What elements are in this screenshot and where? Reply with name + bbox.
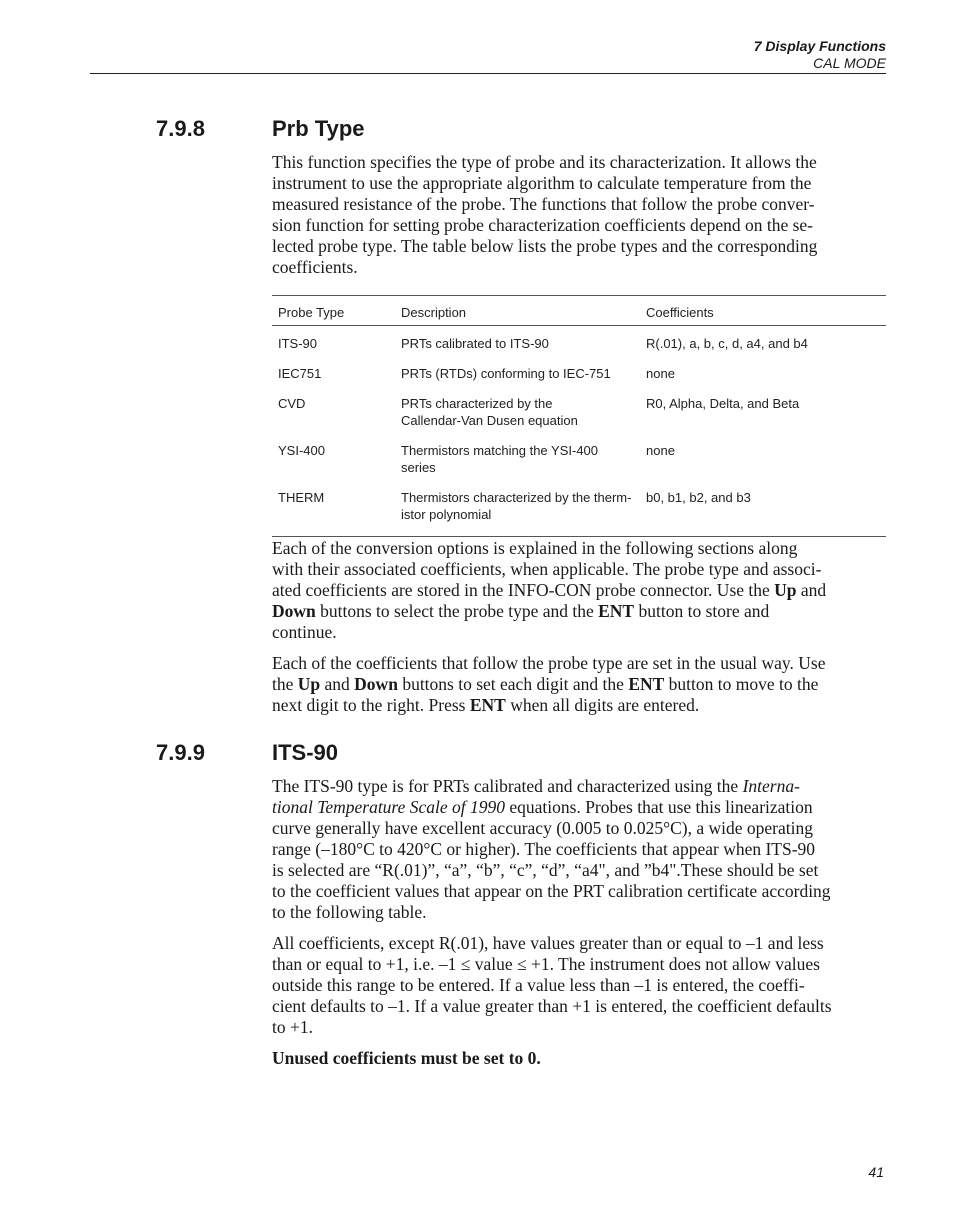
- table-row: [272, 395, 886, 442]
- text-line: continue.: [272, 622, 337, 642]
- section-number: 7.9.9: [156, 740, 205, 765]
- table-row: [272, 489, 886, 537]
- cell-description: [395, 442, 640, 489]
- table-row: [272, 442, 886, 489]
- header-rule: [90, 73, 886, 74]
- text-run: next digit to the right. Press: [272, 695, 470, 715]
- cell-line: istor polynomial: [401, 507, 492, 522]
- text-run: and: [796, 580, 827, 600]
- ent-button-term: ENT: [598, 601, 635, 621]
- cell-description: [395, 489, 640, 537]
- coefficients-paragraph: [272, 653, 887, 716]
- ent-button-term: ENT: [628, 674, 665, 694]
- text-line: ated coefficients are stored in the INFO-CON probe connector. Use the: [272, 580, 775, 600]
- ent-button-term: ENT: [469, 695, 506, 715]
- down-button-term: Down: [272, 601, 316, 621]
- cell-coefficients: R0, Alpha, Delta, and Beta: [646, 396, 800, 411]
- text-run: buttons to select the probe type and the: [315, 601, 599, 621]
- text-line: to the following table.: [272, 902, 427, 922]
- up-button-term: Up: [297, 674, 321, 694]
- text-run: when all digits are entered.: [505, 695, 700, 715]
- cell-description: [395, 365, 640, 395]
- intro-paragraph: [272, 152, 887, 278]
- up-button-term: Up: [774, 580, 797, 600]
- note-text: Unused coefficients must be set to 0.: [272, 1048, 541, 1068]
- text-run: buttons to set each digit and the: [397, 674, 629, 694]
- conversion-options-paragraph: [272, 538, 887, 643]
- cell-line: PRTs calibrated to ITS-90: [401, 336, 549, 351]
- page-number: 41: [868, 1164, 884, 1180]
- text-line: cient defaults to –1. If a value greater than +1 is entered, the coefficient defaults: [272, 996, 832, 1016]
- cell-coefficients: R(.01), a, b, c, d, a4, and b4: [646, 336, 808, 351]
- table-row: [272, 365, 886, 395]
- cell-probe-type: CVD: [278, 396, 306, 411]
- cell-description: [395, 395, 640, 442]
- italic-text: Interna-: [742, 776, 800, 796]
- text-run: button to move to the: [664, 674, 819, 694]
- cell-probe-type: IEC751: [278, 366, 322, 381]
- section-title: ITS-90: [272, 740, 339, 765]
- text-run: equations. Probes that use this linearization: [505, 797, 813, 817]
- prb-type-body: [272, 538, 887, 726]
- table-header-row: [272, 296, 886, 326]
- down-button-term: Down: [354, 674, 398, 694]
- text-line: outside this range to be entered. If a value less than –1 is entered, the coeffi-: [272, 975, 805, 995]
- probe-type-table: [272, 295, 886, 537]
- cell-line: Thermistors matching the YSI-400 series: [401, 443, 599, 475]
- text-line: All coefficients, except R(.01), have values greater than or equal to –1 and less: [272, 933, 824, 953]
- text-line: instrument to use the appropriate algorithm to calculate temperature from the: [272, 173, 812, 193]
- text-line: This function specifies the type of probe and its characterization. It allows the: [272, 152, 817, 172]
- column-header-coefficients: Coefficients: [646, 305, 714, 320]
- text-line: with their associated coefficients, when applicable. The probe type and associ-: [272, 559, 822, 579]
- cell-line: PRTs (RTDs) conforming to IEC-751: [401, 366, 611, 381]
- cell-probe-type: ITS-90: [278, 336, 318, 351]
- cell-line: Callendar-Van Dusen equation: [401, 413, 578, 428]
- text-line: coefficients.: [272, 257, 358, 277]
- its90-body: [272, 776, 887, 1079]
- column-header-probe-type: Probe Type: [278, 305, 345, 320]
- coefficient-range-paragraph: [272, 933, 887, 1038]
- text-line: lected probe type. The table below lists the probe types and the corresponding: [272, 236, 818, 256]
- section-title: Prb Type: [272, 116, 365, 141]
- italic-text: tional Temperature Scale of 1990: [272, 797, 505, 817]
- cell-coefficients: none: [646, 366, 675, 381]
- cell-description: [395, 326, 640, 366]
- text-line: than or equal to +1, i.e. –1 ≤ value ≤ +1. The instrument does not allow values: [272, 954, 820, 974]
- section-number: 7.9.8: [156, 116, 205, 141]
- text-line: is selected are “R(.01)”, “a”, “b”, “c”, “d”, “a4", and ”b4".These should be set: [272, 860, 819, 880]
- text-run: The ITS-90 type is for PRTs calibrated and characterized using the: [272, 776, 743, 796]
- header-chapter: 7 Display Functions: [753, 38, 886, 54]
- text-line: curve generally have excellent accuracy (0.005 to 0.025°C), a wide operating: [272, 818, 814, 838]
- cell-coefficients: none: [646, 443, 675, 458]
- cell-coefficients: b0, b1, b2, and b3: [646, 490, 751, 505]
- text-line: range (–180°C to 420°C or higher). The coefficients that appear when ITS-90: [272, 839, 816, 859]
- cell-line: PRTs characterized by the: [401, 396, 553, 411]
- cell-probe-type: THERM: [278, 490, 325, 505]
- its90-intro-paragraph: [272, 776, 887, 923]
- text-line: Each of the conversion options is explained in the following sections along: [272, 538, 798, 558]
- text-line: Each of the coefficients that follow the probe type are set in the usual way. Use: [272, 653, 826, 673]
- running-header: [754, 38, 886, 72]
- text-run: and: [320, 674, 355, 694]
- text-line: to +1.: [272, 1017, 313, 1037]
- table-row: [272, 326, 886, 366]
- unused-coefficients-note: [272, 1048, 887, 1069]
- header-section: CAL MODE: [813, 55, 886, 71]
- text-run: button to store and: [634, 601, 770, 621]
- text-line: to the coefficient values that appear on the PRT calibration certificate according: [272, 881, 831, 901]
- cell-line: Thermistors characterized by the therm-: [401, 490, 632, 505]
- text-line: sion function for setting probe characterization coefficients depend on the se-: [272, 215, 814, 235]
- text-run: the: [272, 674, 298, 694]
- column-header-description: Description: [401, 305, 467, 320]
- prb-type-intro: [272, 152, 887, 288]
- cell-probe-type: YSI-400: [278, 443, 325, 458]
- text-line: measured resistance of the probe. The functions that follow the probe conver-: [272, 194, 815, 214]
